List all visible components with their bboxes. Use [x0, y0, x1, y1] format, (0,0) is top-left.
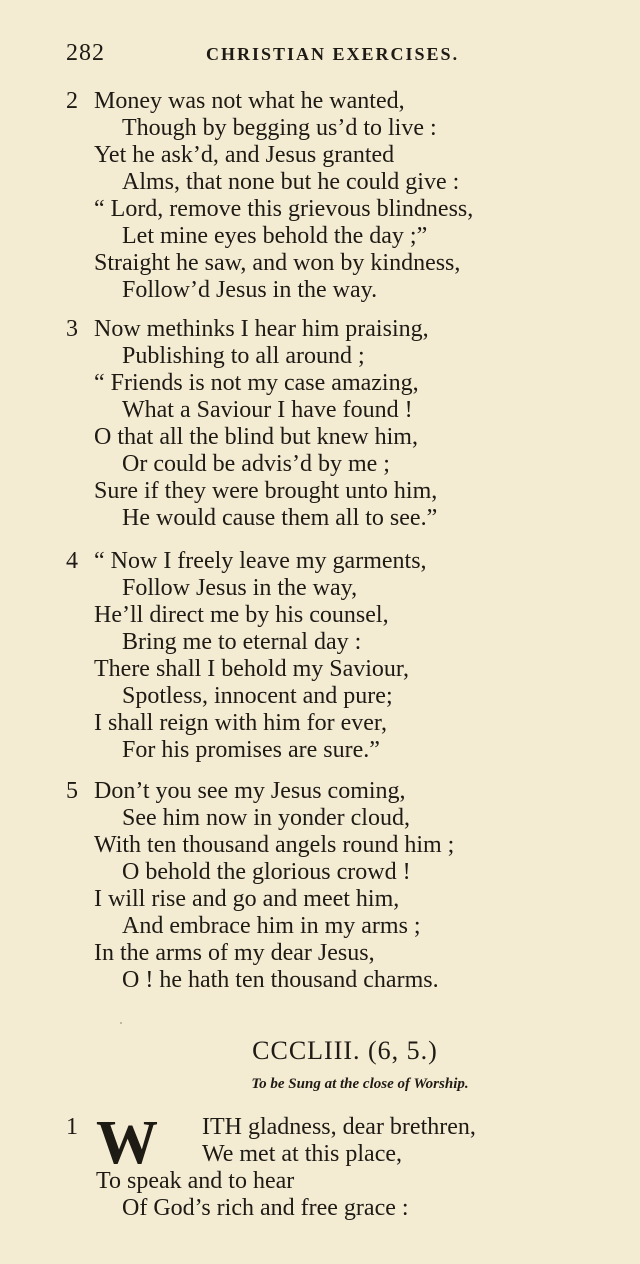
stanza-number: 2 — [66, 88, 78, 114]
stanza-number: 5 — [66, 778, 78, 804]
verse-line: Alms, that none but he could give : — [122, 169, 460, 195]
stanza-number: 1 — [66, 1114, 78, 1140]
stanza-number: 4 — [66, 548, 78, 574]
verse-line: Sure if they were brought unto him, — [94, 478, 438, 504]
verse-line: “ Friends is not my case amazing, — [94, 370, 419, 396]
drop-cap: W — [96, 1109, 158, 1177]
verse-line: ITH gladness, dear brethren, — [202, 1114, 476, 1140]
verse-line: He’ll direct me by his counsel, — [94, 602, 389, 628]
hymn-353-verse-1 — [66, 1109, 606, 1222]
stanza-3 — [66, 316, 606, 532]
verse-line: He would cause them all to see.” — [122, 505, 438, 531]
verse-line: Spotless, innocent and pure; — [122, 683, 393, 709]
verse-line: Of God’s rich and free grace : — [122, 1195, 409, 1221]
stanza-number: 3 — [66, 316, 78, 342]
stanza-2 — [66, 88, 606, 304]
verse-line: Don’t you see my Jesus coming, — [94, 778, 406, 804]
verse-line: In the arms of my dear Jesus, — [94, 940, 375, 966]
verse-line: Straight he saw, and won by kindness, — [94, 250, 461, 276]
verse-line: To speak and to hear — [96, 1168, 295, 1194]
verse-line: We met at this place, — [202, 1141, 402, 1167]
verse-line: There shall I behold my Saviour, — [94, 656, 409, 682]
verse-line: Though by begging us’d to live : — [122, 115, 437, 141]
stanza-5 — [66, 778, 606, 994]
verse-line: I shall reign with him for ever, — [94, 710, 387, 736]
verse-line: What a Saviour I have found ! — [122, 397, 413, 423]
verse-line: O that all the blind but knew him, — [94, 424, 418, 450]
verse-line: “ Lord, remove this grievous blindness, — [94, 196, 474, 222]
page-number: 282 — [66, 40, 105, 66]
verse-line: I will rise and go and meet him, — [94, 886, 400, 912]
print-speck — [120, 1022, 122, 1024]
verse-line: Let mine eyes behold the day ;” — [122, 223, 428, 249]
verse-line: Money was not what he wanted, — [94, 88, 405, 114]
verse-line: Follow Jesus in the way, — [122, 575, 358, 601]
verse-line: “ Now I freely leave my garments, — [94, 548, 427, 574]
page-header — [66, 40, 506, 76]
verse-line: Yet he ask’d, and Jesus granted — [94, 142, 395, 168]
verse-line: Follow’d Jesus in the way. — [122, 277, 378, 303]
verse-line: Or could be advis’d by me ; — [122, 451, 390, 477]
stanza-4 — [66, 548, 606, 764]
verse-line: With ten thousand angels round him ; — [94, 832, 455, 858]
verse-line: Bring me to eternal day : — [122, 629, 362, 655]
verse-line: For his promises are sure.” — [122, 737, 380, 763]
verse-line: Now methinks I hear him praising, — [94, 316, 429, 342]
hymn-title: CCCLIII. (6, 5.) — [252, 1036, 438, 1065]
verse-line: O behold the glorious crowd ! — [122, 859, 411, 885]
verse-line: O ! he hath ten thousand charms. — [122, 967, 439, 993]
hymn-subtitle: To be Sung at the close of Worship. — [251, 1076, 469, 1092]
running-head: CHRISTIAN EXERCISES. — [206, 44, 460, 64]
verse-line: And embrace him in my arms ; — [122, 913, 421, 939]
verse-line: Publishing to all around ; — [122, 343, 365, 369]
verse-line: See him now in yonder cloud, — [122, 805, 410, 831]
